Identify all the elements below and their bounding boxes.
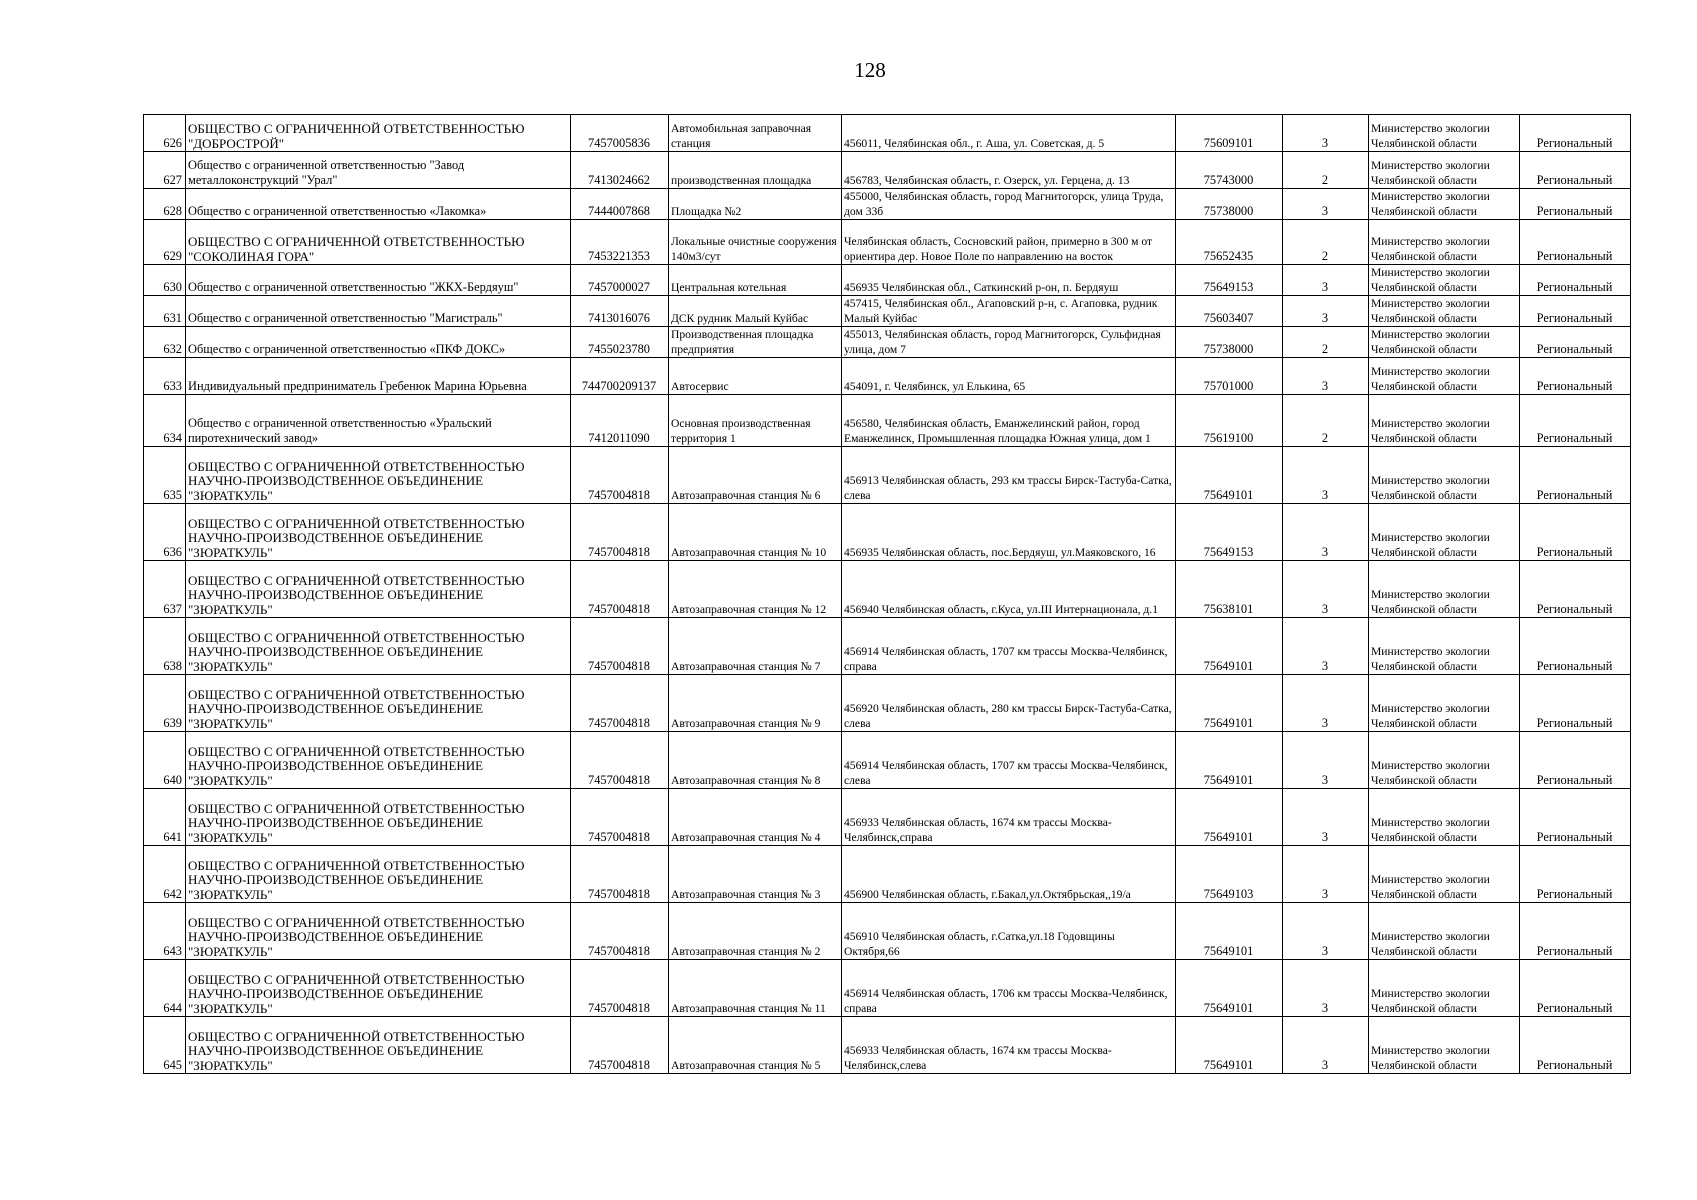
organization-name: ОБЩЕСТВО С ОГРАНИЧЕННОЙ ОТВЕТСТВЕННОСТЬЮ НАУЧНО-ПРОИЗВОДСТВЕННОЕ ОБЪЕДИНЕНИЕ "ЗЮРАТКУЛЬ" — [186, 903, 571, 960]
inn-cell: 7444007868 — [571, 189, 669, 220]
supervision-level-cell: Региональный — [1520, 1017, 1631, 1074]
address-cell: 456940 Челябинская область, г.Куса, ул.III Интернационала, д.1 — [842, 561, 1176, 618]
supervision-level-cell: Региональный — [1520, 152, 1631, 189]
oktmo-cell: 75738000 — [1176, 189, 1283, 220]
row-number: 633 — [144, 358, 186, 395]
category-cell: 3 — [1283, 618, 1369, 675]
address-cell: 455000, Челябинская область, город Магнитогорск, улица Труда, дом 33б — [842, 189, 1176, 220]
authority-cell: Министерство экологии Челябинской области — [1369, 152, 1520, 189]
category-cell: 3 — [1283, 675, 1369, 732]
supervision-level-cell: Региональный — [1520, 618, 1631, 675]
table-row — [144, 732, 1631, 789]
category-cell: 3 — [1283, 296, 1369, 327]
organization-name: ОБЩЕСТВО С ОГРАНИЧЕННОЙ ОТВЕТСТВЕННОСТЬЮ "ДОБРОСТРОЙ" — [186, 115, 571, 152]
address-cell: 457415, Челябинская обл., Агаповский р-н, с. Агаповка, рудник Малый Куйбас — [842, 296, 1176, 327]
table-row — [144, 1017, 1631, 1074]
organization-name: ОБЩЕСТВО С ОГРАНИЧЕННОЙ ОТВЕТСТВЕННОСТЬЮ НАУЧНО-ПРОИЗВОДСТВЕННОЕ ОБЪЕДИНЕНИЕ "ЗЮРАТКУЛЬ" — [186, 561, 571, 618]
registry-table-body — [144, 115, 1631, 1074]
table-row — [144, 903, 1631, 960]
authority-cell: Министерство экологии Челябинской области — [1369, 327, 1520, 358]
inn-cell: 7412011090 — [571, 395, 669, 447]
object-name: Основная производственная территория 1 — [669, 395, 842, 447]
supervision-level-cell: Региональный — [1520, 846, 1631, 903]
inn-cell: 7457000027 — [571, 265, 669, 296]
table-row — [144, 846, 1631, 903]
inn-cell: 7413016076 — [571, 296, 669, 327]
object-name: Автозаправочная станция № 8 — [669, 732, 842, 789]
authority-cell: Министерство экологии Челябинской области — [1369, 618, 1520, 675]
address-cell: 456580, Челябинская область, Еманжелинский район, город Еманжелинск, Промышленная площадка Южная улица, дом 1 — [842, 395, 1176, 447]
row-number: 641 — [144, 789, 186, 846]
row-number: 629 — [144, 220, 186, 265]
category-cell: 3 — [1283, 789, 1369, 846]
inn-cell: 7457004818 — [571, 447, 669, 504]
registry-table — [143, 114, 1631, 1074]
inn-cell: 744700209137 — [571, 358, 669, 395]
inn-cell: 7457004818 — [571, 561, 669, 618]
oktmo-cell: 75738000 — [1176, 327, 1283, 358]
supervision-level-cell: Региональный — [1520, 789, 1631, 846]
table-row — [144, 504, 1631, 561]
inn-cell: 7457004818 — [571, 618, 669, 675]
oktmo-cell: 75649101 — [1176, 675, 1283, 732]
oktmo-cell: 75649101 — [1176, 789, 1283, 846]
oktmo-cell: 75649101 — [1176, 1017, 1283, 1074]
authority-cell: Министерство экологии Челябинской области — [1369, 789, 1520, 846]
oktmo-cell: 75649101 — [1176, 447, 1283, 504]
address-cell: 456783, Челябинская область, г. Озерск, ул. Герцена, д. 13 — [842, 152, 1176, 189]
table-row — [144, 447, 1631, 504]
table-row — [144, 189, 1631, 220]
supervision-level-cell: Региональный — [1520, 732, 1631, 789]
category-cell: 2 — [1283, 395, 1369, 447]
authority-cell: Министерство экологии Челябинской области — [1369, 903, 1520, 960]
table-row — [144, 789, 1631, 846]
category-cell: 3 — [1283, 358, 1369, 395]
organization-name: Общество с ограниченной ответственностью «ПКФ ДОКС» — [186, 327, 571, 358]
category-cell: 3 — [1283, 1017, 1369, 1074]
authority-cell: Министерство экологии Челябинской области — [1369, 561, 1520, 618]
object-name: Автозаправочная станция № 10 — [669, 504, 842, 561]
authority-cell: Министерство экологии Челябинской области — [1369, 189, 1520, 220]
organization-name: ОБЩЕСТВО С ОГРАНИЧЕННОЙ ОТВЕТСТВЕННОСТЬЮ НАУЧНО-ПРОИЗВОДСТВЕННОЕ ОБЪЕДИНЕНИЕ "ЗЮРАТКУЛЬ" — [186, 789, 571, 846]
category-cell: 3 — [1283, 732, 1369, 789]
row-number: 632 — [144, 327, 186, 358]
table-row — [144, 327, 1631, 358]
oktmo-cell: 75649153 — [1176, 265, 1283, 296]
row-number: 628 — [144, 189, 186, 220]
row-number: 634 — [144, 395, 186, 447]
page-number: 128 — [854, 58, 886, 82]
address-cell: 456914 Челябинская область, 1706 км трассы Москва-Челябинск, справа — [842, 960, 1176, 1017]
supervision-level-cell: Региональный — [1520, 561, 1631, 618]
table-row — [144, 265, 1631, 296]
table-row — [144, 296, 1631, 327]
inn-cell: 7457004818 — [571, 903, 669, 960]
authority-cell: Министерство экологии Челябинской области — [1369, 960, 1520, 1017]
row-number: 636 — [144, 504, 186, 561]
inn-cell: 7457004818 — [571, 675, 669, 732]
organization-name: ОБЩЕСТВО С ОГРАНИЧЕННОЙ ОТВЕТСТВЕННОСТЬЮ НАУЧНО-ПРОИЗВОДСТВЕННОЕ ОБЪЕДИНЕНИЕ "ЗЮРАТКУЛЬ" — [186, 732, 571, 789]
supervision-level-cell: Региональный — [1520, 115, 1631, 152]
supervision-level-cell: Региональный — [1520, 296, 1631, 327]
object-name: Автозаправочная станция № 11 — [669, 960, 842, 1017]
table-row — [144, 115, 1631, 152]
inn-cell: 7457004818 — [571, 1017, 669, 1074]
oktmo-cell: 75649153 — [1176, 504, 1283, 561]
address-cell: 456935 Челябинская область, пос.Бердяуш, ул.Маяковского, 16 — [842, 504, 1176, 561]
inn-cell: 7455023780 — [571, 327, 669, 358]
table-row — [144, 220, 1631, 265]
organization-name: Общество с ограниченной ответственностью «Лакомка» — [186, 189, 571, 220]
table-row — [144, 152, 1631, 189]
address-cell: 455013, Челябинская область, город Магнитогорск, Сульфидная улица, дом 7 — [842, 327, 1176, 358]
address-cell: 456914 Челябинская область, 1707 км трассы Москва-Челябинск, слева — [842, 732, 1176, 789]
category-cell: 3 — [1283, 504, 1369, 561]
category-cell: 3 — [1283, 265, 1369, 296]
authority-cell: Министерство экологии Челябинской области — [1369, 846, 1520, 903]
organization-name: Общество с ограниченной ответственностью "Завод металлоконструкций "Урал" — [186, 152, 571, 189]
category-cell: 2 — [1283, 152, 1369, 189]
object-name: производственная площадка — [669, 152, 842, 189]
supervision-level-cell: Региональный — [1520, 675, 1631, 732]
address-cell: 456935 Челябинская обл., Саткинский р-он, п. Бердяуш — [842, 265, 1176, 296]
category-cell: 2 — [1283, 327, 1369, 358]
object-name: Автозаправочная станция № 6 — [669, 447, 842, 504]
supervision-level-cell: Региональный — [1520, 395, 1631, 447]
category-cell: 3 — [1283, 115, 1369, 152]
supervision-level-cell: Региональный — [1520, 189, 1631, 220]
authority-cell: Министерство экологии Челябинской области — [1369, 265, 1520, 296]
row-number: 627 — [144, 152, 186, 189]
category-cell: 3 — [1283, 903, 1369, 960]
table-row — [144, 618, 1631, 675]
table-row — [144, 675, 1631, 732]
authority-cell: Министерство экологии Челябинской области — [1369, 732, 1520, 789]
organization-name: ОБЩЕСТВО С ОГРАНИЧЕННОЙ ОТВЕТСТВЕННОСТЬЮ НАУЧНО-ПРОИЗВОДСТВЕННОЕ ОБЪЕДИНЕНИЕ "ЗЮРАТКУЛЬ" — [186, 447, 571, 504]
inn-cell: 7457004818 — [571, 846, 669, 903]
row-number: 630 — [144, 265, 186, 296]
authority-cell: Министерство экологии Челябинской области — [1369, 296, 1520, 327]
category-cell: 3 — [1283, 561, 1369, 618]
row-number: 643 — [144, 903, 186, 960]
object-name: Центральная котельная — [669, 265, 842, 296]
address-cell: 456900 Челябинская область, г.Бакал,ул.Октябрьская,,19/а — [842, 846, 1176, 903]
row-number: 637 — [144, 561, 186, 618]
authority-cell: Министерство экологии Челябинской области — [1369, 1017, 1520, 1074]
oktmo-cell: 75701000 — [1176, 358, 1283, 395]
organization-name: ОБЩЕСТВО С ОГРАНИЧЕННОЙ ОТВЕТСТВЕННОСТЬЮ НАУЧНО-ПРОИЗВОДСТВЕННОЕ ОБЪЕДИНЕНИЕ "ЗЮРАТКУЛЬ" — [186, 504, 571, 561]
object-name: Площадка №2 — [669, 189, 842, 220]
organization-name: ОБЩЕСТВО С ОГРАНИЧЕННОЙ ОТВЕТСТВЕННОСТЬЮ НАУЧНО-ПРОИЗВОДСТВЕННОЕ ОБЪЕДИНЕНИЕ "ЗЮРАТКУЛЬ" — [186, 1017, 571, 1074]
row-number: 635 — [144, 447, 186, 504]
address-cell: 456913 Челябинская область, 293 км трассы Бирск-Тастуба-Сатка, слева — [842, 447, 1176, 504]
row-number: 638 — [144, 618, 186, 675]
row-number: 631 — [144, 296, 186, 327]
object-name: Автозаправочная станция № 9 — [669, 675, 842, 732]
inn-cell: 7413024662 — [571, 152, 669, 189]
category-cell: 3 — [1283, 189, 1369, 220]
object-name: Автозаправочная станция № 12 — [669, 561, 842, 618]
address-cell: 456011, Челябинская обл., г. Аша, ул. Советская, д. 5 — [842, 115, 1176, 152]
row-number: 640 — [144, 732, 186, 789]
object-name: Автозаправочная станция № 2 — [669, 903, 842, 960]
object-name: Автозаправочная станция № 5 — [669, 1017, 842, 1074]
object-name: Автозаправочная станция № 4 — [669, 789, 842, 846]
category-cell: 3 — [1283, 960, 1369, 1017]
organization-name: ОБЩЕСТВО С ОГРАНИЧЕННОЙ ОТВЕТСТВЕННОСТЬЮ НАУЧНО-ПРОИЗВОДСТВЕННОЕ ОБЪЕДИНЕНИЕ "ЗЮРАТКУЛЬ" — [186, 675, 571, 732]
organization-name: Индивидуальный предприниматель Гребенюк Марина Юрьевна — [186, 358, 571, 395]
supervision-level-cell: Региональный — [1520, 265, 1631, 296]
row-number: 644 — [144, 960, 186, 1017]
oktmo-cell: 75609101 — [1176, 115, 1283, 152]
object-name: ДСК рудник Малый Куйбас — [669, 296, 842, 327]
table-row — [144, 960, 1631, 1017]
object-name: Производственная площадка предприятия — [669, 327, 842, 358]
supervision-level-cell: Региональный — [1520, 504, 1631, 561]
organization-name: Общество с ограниченной ответственностью "Магистраль" — [186, 296, 571, 327]
inn-cell: 7457004818 — [571, 732, 669, 789]
organization-name: Общество с ограниченной ответственностью "ЖКХ-Бердяуш" — [186, 265, 571, 296]
authority-cell: Министерство экологии Челябинской области — [1369, 447, 1520, 504]
object-name: Локальные очистные сооружения 140м3/сут — [669, 220, 842, 265]
inn-cell: 7457005836 — [571, 115, 669, 152]
organization-name: ОБЩЕСТВО С ОГРАНИЧЕННОЙ ОТВЕТСТВЕННОСТЬЮ НАУЧНО-ПРОИЗВОДСТВЕННОЕ ОБЪЕДИНЕНИЕ "ЗЮРАТКУЛЬ" — [186, 960, 571, 1017]
inn-cell: 7457004818 — [571, 789, 669, 846]
supervision-level-cell: Региональный — [1520, 358, 1631, 395]
address-cell: 456920 Челябинская область, 280 км трассы Бирск-Тастуба-Сатка, слева — [842, 675, 1176, 732]
authority-cell: Министерство экологии Челябинской области — [1369, 115, 1520, 152]
object-name: Автозаправочная станция № 3 — [669, 846, 842, 903]
category-cell: 2 — [1283, 220, 1369, 265]
inn-cell: 7457004818 — [571, 504, 669, 561]
table-row — [144, 561, 1631, 618]
object-name: Автомобильная заправочная станция — [669, 115, 842, 152]
address-cell: 454091, г. Челябинск, ул Елькина, 65 — [842, 358, 1176, 395]
object-name: Автосервис — [669, 358, 842, 395]
supervision-level-cell: Региональный — [1520, 327, 1631, 358]
organization-name: ОБЩЕСТВО С ОГРАНИЧЕННОЙ ОТВЕТСТВЕННОСТЬЮ "СОКОЛИНАЯ ГОРА" — [186, 220, 571, 265]
row-number: 626 — [144, 115, 186, 152]
address-cell: 456914 Челябинская область, 1707 км трассы Москва-Челябинск, справа — [842, 618, 1176, 675]
category-cell: 3 — [1283, 846, 1369, 903]
organization-name: ОБЩЕСТВО С ОГРАНИЧЕННОЙ ОТВЕТСТВЕННОСТЬЮ НАУЧНО-ПРОИЗВОДСТВЕННОЕ ОБЪЕДИНЕНИЕ "ЗЮРАТКУЛЬ" — [186, 618, 571, 675]
oktmo-cell: 75743000 — [1176, 152, 1283, 189]
object-name: Автозаправочная станция № 7 — [669, 618, 842, 675]
row-number: 645 — [144, 1017, 186, 1074]
oktmo-cell: 75652435 — [1176, 220, 1283, 265]
category-cell: 3 — [1283, 447, 1369, 504]
supervision-level-cell: Региональный — [1520, 220, 1631, 265]
address-cell: 456933 Челябинская область, 1674 км трассы Москва-Челябинск,слева — [842, 1017, 1176, 1074]
authority-cell: Министерство экологии Челябинской области — [1369, 358, 1520, 395]
row-number: 639 — [144, 675, 186, 732]
authority-cell: Министерство экологии Челябинской области — [1369, 395, 1520, 447]
address-cell: 456910 Челябинская область, г.Сатка,ул.18 Годовщины Октября,66 — [842, 903, 1176, 960]
supervision-level-cell: Региональный — [1520, 447, 1631, 504]
table-row — [144, 358, 1631, 395]
oktmo-cell: 75649101 — [1176, 732, 1283, 789]
organization-name: ОБЩЕСТВО С ОГРАНИЧЕННОЙ ОТВЕТСТВЕННОСТЬЮ НАУЧНО-ПРОИЗВОДСТВЕННОЕ ОБЪЕДИНЕНИЕ "ЗЮРАТКУЛЬ" — [186, 846, 571, 903]
oktmo-cell: 75619100 — [1176, 395, 1283, 447]
authority-cell: Министерство экологии Челябинской области — [1369, 675, 1520, 732]
oktmo-cell: 75649101 — [1176, 618, 1283, 675]
authority-cell: Министерство экологии Челябинской области — [1369, 504, 1520, 561]
address-cell: 456933 Челябинская область, 1674 км трассы Москва-Челябинск,справа — [842, 789, 1176, 846]
oktmo-cell: 75649101 — [1176, 960, 1283, 1017]
oktmo-cell: 75638101 — [1176, 561, 1283, 618]
address-cell: Челябинская область, Сосновский район, примерно в 300 м от ориентира дер. Новое Поле по направлению на восток — [842, 220, 1176, 265]
authority-cell: Министерство экологии Челябинской области — [1369, 220, 1520, 265]
supervision-level-cell: Региональный — [1520, 960, 1631, 1017]
inn-cell: 7453221353 — [571, 220, 669, 265]
row-number: 642 — [144, 846, 186, 903]
supervision-level-cell: Региональный — [1520, 903, 1631, 960]
oktmo-cell: 75603407 — [1176, 296, 1283, 327]
oktmo-cell: 75649101 — [1176, 903, 1283, 960]
table-row — [144, 395, 1631, 447]
oktmo-cell: 75649103 — [1176, 846, 1283, 903]
inn-cell: 7457004818 — [571, 960, 669, 1017]
organization-name: Общество с ограниченной ответственностью «Уральский пиротехнический завод» — [186, 395, 571, 447]
